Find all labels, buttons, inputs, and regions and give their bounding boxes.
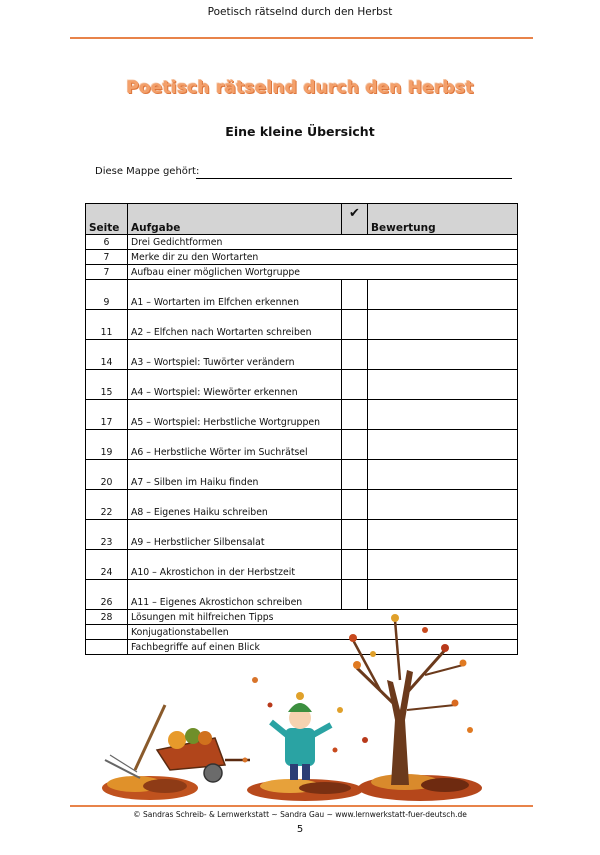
row-task: A1 – Wortarten im Elfchen erkennen [128, 280, 342, 310]
row-task: Merke dir zu den Wortarten [128, 250, 518, 265]
row-page: 26 [86, 580, 128, 610]
row-page: 24 [86, 550, 128, 580]
row-task: A8 – Eigenes Haiku schreiben [128, 490, 342, 520]
row-check-box[interactable] [342, 490, 368, 520]
row-check-box[interactable] [342, 520, 368, 550]
child-figure [271, 692, 331, 780]
table-row [86, 520, 518, 550]
page-title: Poetisch rätselnd durch den Herbst [126, 78, 474, 98]
row-page: 17 [86, 400, 128, 430]
row-rating-field[interactable] [368, 580, 518, 610]
row-page: 7 [86, 250, 128, 265]
leaf-pile-right [358, 774, 482, 801]
overview-table [85, 203, 518, 655]
leaf-pile-middle [247, 779, 363, 801]
row-check-box[interactable] [342, 370, 368, 400]
row-check-box[interactable] [342, 550, 368, 580]
row-rating-field[interactable] [368, 550, 518, 580]
footer-divider [70, 805, 533, 807]
table-row [86, 340, 518, 370]
row-task: Drei Gedichtformen [128, 235, 518, 250]
row-task: A2 – Elfchen nach Wortarten schreiben [128, 310, 342, 340]
header-task: Aufgabe [128, 204, 342, 235]
row-check-box[interactable] [342, 280, 368, 310]
row-rating-field[interactable] [368, 430, 518, 460]
page-subtitle: Eine kleine Übersicht [225, 124, 375, 139]
header-divider [70, 37, 533, 39]
table-row [86, 265, 518, 280]
row-check-box[interactable] [342, 430, 368, 460]
owner-name-line[interactable] [196, 178, 512, 179]
row-check-box[interactable] [342, 310, 368, 340]
row-page: 7 [86, 265, 128, 280]
table-row [86, 550, 518, 580]
running-header: Poetisch rätselnd durch den Herbst [207, 6, 393, 18]
rake-icon [105, 705, 165, 778]
row-task: A3 – Wortspiel: Tuwörter verändern [128, 340, 342, 370]
row-task: A7 – Silben im Haiku finden [128, 460, 342, 490]
table-row [86, 460, 518, 490]
row-page: 9 [86, 280, 128, 310]
owner-label: Diese Mappe gehört: [95, 166, 200, 177]
row-rating-field[interactable] [368, 280, 518, 310]
table-header-row [86, 204, 518, 235]
table-row [86, 490, 518, 520]
leaf-pile-left [102, 776, 198, 800]
wheelbarrow-icon [157, 728, 250, 782]
header-page: Seite [86, 204, 128, 235]
table-row [86, 250, 518, 265]
row-rating-field[interactable] [368, 460, 518, 490]
row-task: Aufbau einer möglichen Wortgruppe [128, 265, 518, 280]
row-page: 28 [86, 610, 128, 625]
row-task: A5 – Wortspiel: Herbstliche Wortgruppen [128, 400, 342, 430]
table-row [86, 280, 518, 310]
row-rating-field[interactable] [368, 310, 518, 340]
table-row [86, 310, 518, 340]
autumn-illustration [95, 610, 485, 805]
table-row [86, 370, 518, 400]
page-number: 5 [296, 824, 304, 835]
row-page: 15 [86, 370, 128, 400]
table-row [86, 430, 518, 460]
row-task: A9 – Herbstlicher Silbensalat [128, 520, 342, 550]
row-task: Fachbegriffe auf einen Blick [128, 640, 518, 655]
row-rating-field[interactable] [368, 370, 518, 400]
row-page: 14 [86, 340, 128, 370]
falling-leaves [243, 677, 474, 763]
row-page: 22 [86, 490, 128, 520]
row-page: 19 [86, 430, 128, 460]
row-page: 11 [86, 310, 128, 340]
row-check-box[interactable] [342, 400, 368, 430]
row-check-box[interactable] [342, 460, 368, 490]
header-rating: Bewertung [368, 204, 518, 235]
row-page: 23 [86, 520, 128, 550]
row-page: 20 [86, 460, 128, 490]
row-task: Konjugationstabellen [128, 625, 518, 640]
row-rating-field[interactable] [368, 490, 518, 520]
table-row [86, 580, 518, 610]
footer-credit: © Sandras Schreib- & Lernwerkstatt ~ Sandra Gau ~ www.lernwerkstatt-fuer-deutsch.de [133, 810, 467, 819]
row-rating-field[interactable] [368, 340, 518, 370]
row-check-box[interactable] [342, 340, 368, 370]
row-task: Lösungen mit hilfreichen Tipps [128, 610, 518, 625]
row-check-box[interactable] [342, 580, 368, 610]
row-page: 6 [86, 235, 128, 250]
row-task: A6 – Herbstliche Wörter im Suchrätsel [128, 430, 342, 460]
row-task: A4 – Wortspiel: Wiewörter erkennen [128, 370, 342, 400]
table-row [86, 400, 518, 430]
header-check: ✔ [342, 204, 368, 235]
tree-icon [349, 614, 467, 785]
row-task: A11 – Eigenes Akrostichon schreiben [128, 580, 342, 610]
row-rating-field[interactable] [368, 400, 518, 430]
row-task: A10 – Akrostichon in der Herbstzeit [128, 550, 342, 580]
row-rating-field[interactable] [368, 520, 518, 550]
table-row [86, 235, 518, 250]
